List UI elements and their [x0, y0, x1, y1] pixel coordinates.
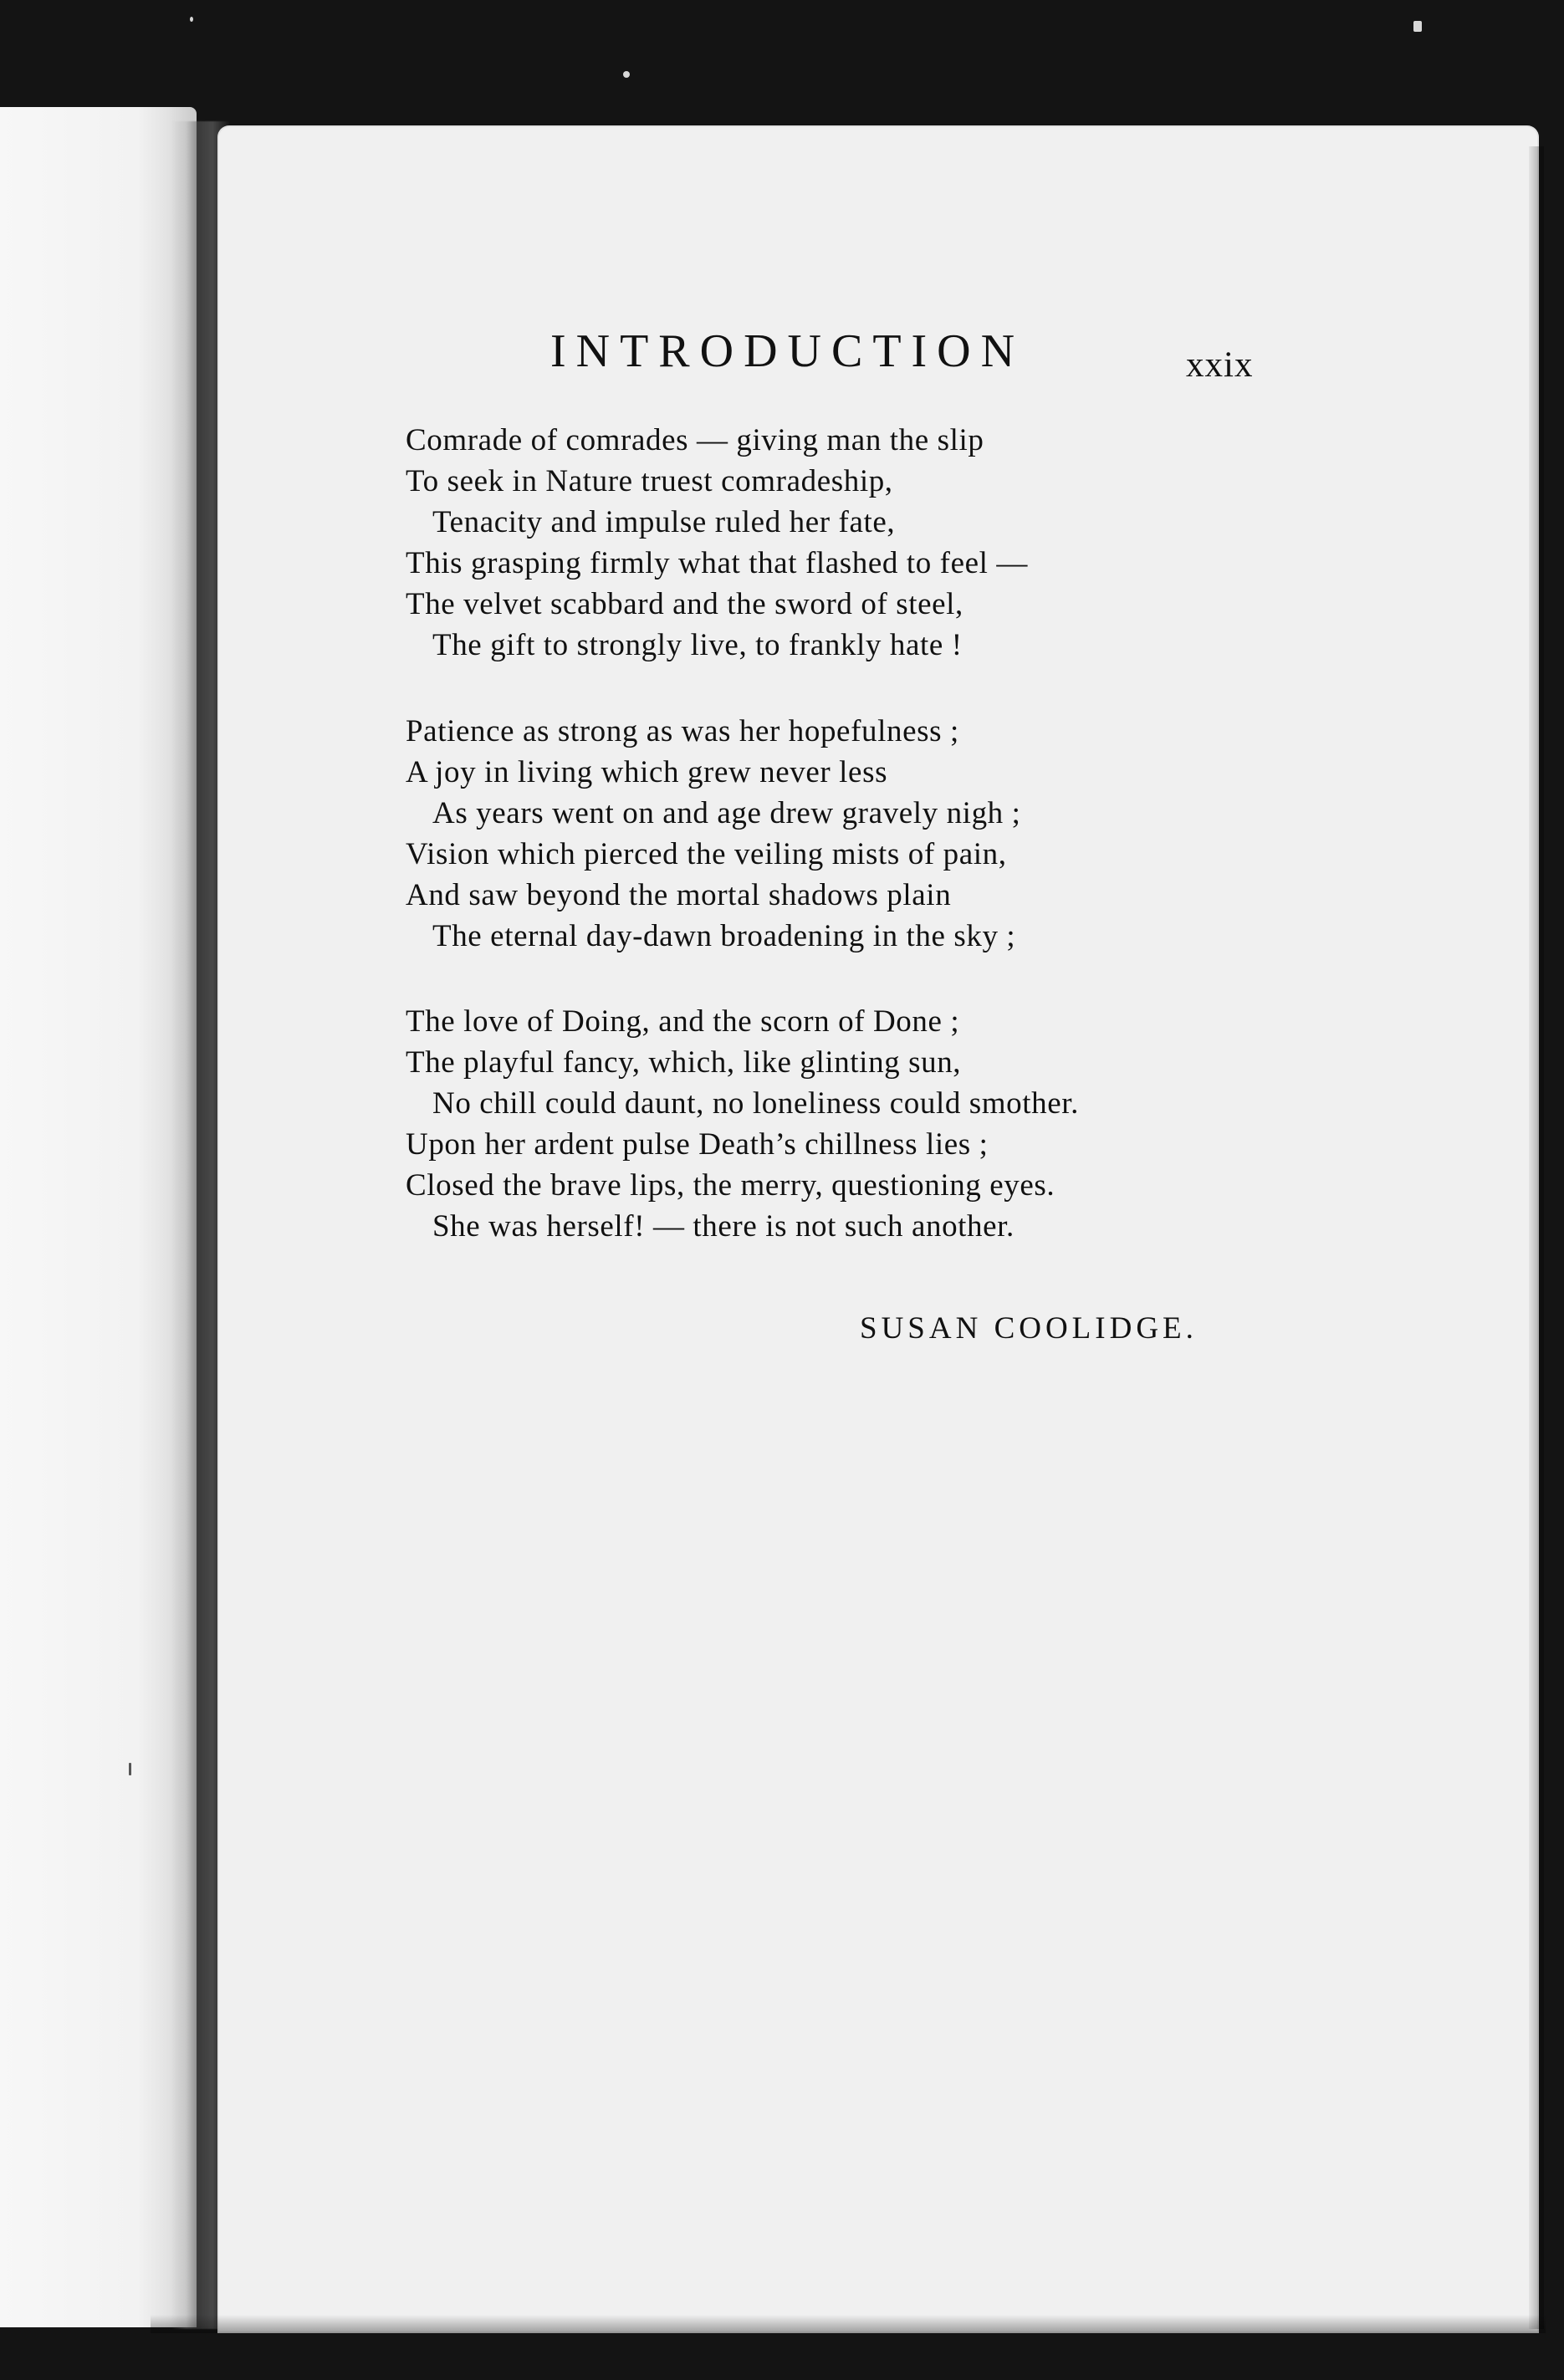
- poem-line: This grasping firmly what that flashed to feel —: [406, 546, 1028, 580]
- poem-line: And saw beyond the mortal shadows plain: [406, 878, 952, 912]
- poem-line: The playful fancy, which, like glinting sun,: [406, 1045, 962, 1080]
- author-signature: SUSAN COOLIDGE.: [860, 1311, 1198, 1346]
- poem-line: Closed the brave lips, the merry, questioning eyes.: [406, 1168, 1055, 1203]
- poem-line: She was herself! — there is not such another.: [432, 1209, 1015, 1244]
- poem-stanza-3: [406, 1001, 1259, 1247]
- poem-line: The eternal day-dawn broadening in the sky ;: [432, 919, 1016, 953]
- poem-line: No chill could daunt, no loneliness could smother.: [432, 1086, 1079, 1121]
- page-number: xxix: [1186, 345, 1254, 385]
- poem-line: Tenacity and impulse ruled her fate,: [432, 505, 896, 539]
- poem-line: The velvet scabbard and the sword of steel,: [406, 587, 963, 621]
- poem-line: Patience as strong as was her hopefulness ;: [406, 714, 959, 748]
- poem-stanza-1: [406, 420, 1259, 666]
- running-header-title: INTRODUCTION: [550, 325, 1025, 377]
- poem-line: The gift to strongly live, to frankly hate !: [432, 628, 963, 662]
- poem-line: As years went on and age drew gravely nigh ;: [432, 796, 1021, 830]
- poem-line: Comrade of comrades — giving man the slip: [406, 423, 984, 457]
- poem-line: Upon her ardent pulse Death’s chillness lies ;: [406, 1127, 989, 1162]
- poem-line: Vision which pierced the veiling mists of pain,: [406, 837, 1007, 871]
- poem-line: A joy in living which grew never less: [406, 755, 888, 789]
- poem-line: The love of Doing, and the scorn of Done ;: [406, 1004, 960, 1039]
- poem-stanza-2: [406, 711, 1259, 957]
- poem-line: To seek in Nature truest comradeship,: [406, 464, 893, 498]
